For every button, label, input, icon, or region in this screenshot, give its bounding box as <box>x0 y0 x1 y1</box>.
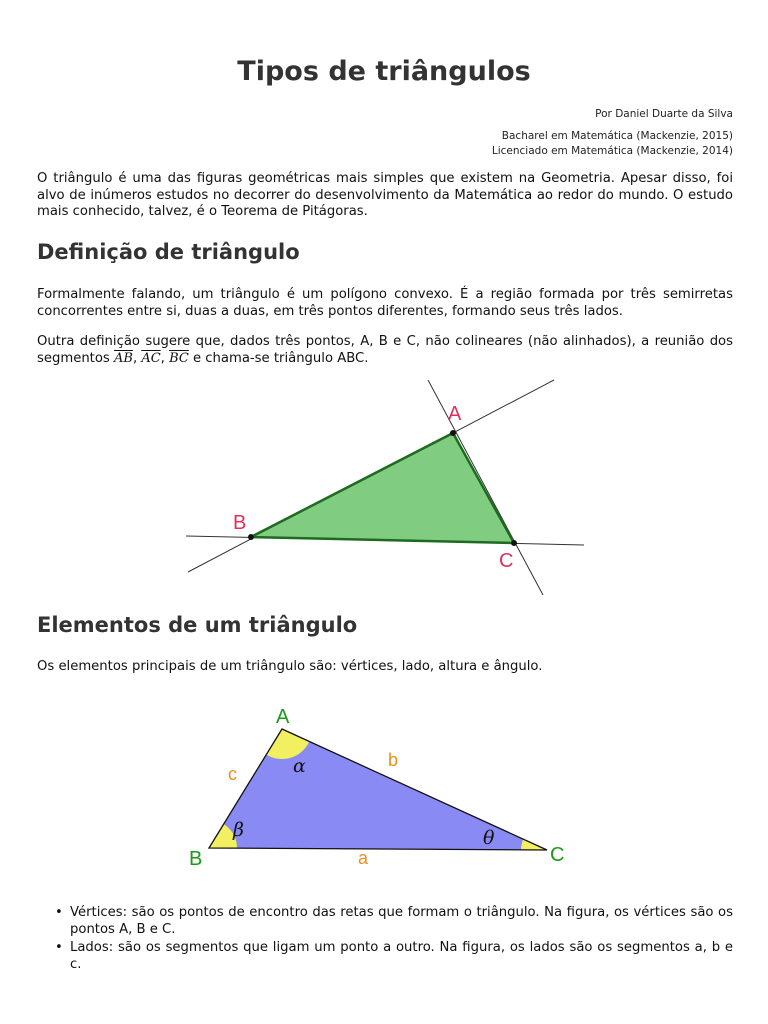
vertex-c-label: C <box>550 844 565 866</box>
triangle-definition-figure <box>180 375 590 600</box>
side-a-label: a <box>358 848 369 868</box>
page-title: Tipos de triângulos <box>237 56 531 87</box>
triangle-elements-figure <box>185 700 575 875</box>
label-a: A <box>448 403 462 425</box>
definition-paragraph-1: Formalmente falando, um triângulo é um polígono convexo. É a região formada por três semirretas concorrentes entre si, duas a duas, em três pontos diferentes, formando seus três lados. <box>37 287 733 319</box>
degree-line-2: Licenciado em Matemática (Mackenzie, 2014) <box>491 145 733 157</box>
angle-alpha-label: α <box>293 755 306 777</box>
segment-bc: $\overline{BC}$ <box>169 350 189 366</box>
point-a <box>450 430 456 436</box>
label-c: C <box>499 550 514 572</box>
segment-ab: $\overline{AB}$ <box>113 350 133 366</box>
author-line: Por Daniel Duarte da Silva <box>595 108 733 120</box>
side-c-label: c <box>228 764 237 784</box>
point-c <box>511 540 517 546</box>
angle-beta-label: β <box>233 819 244 841</box>
triangle-abc <box>251 433 514 543</box>
separator: , <box>160 350 170 366</box>
point-b <box>248 534 254 540</box>
vertex-a-label: A <box>276 706 290 728</box>
list-item: • Lados: são os segmentos que ligam um ponto a outro. Na figura, os lados são os segmentos a, b e c. <box>37 940 733 973</box>
elements-list <box>37 905 733 975</box>
side-b-label: b <box>388 750 399 770</box>
section-heading-definition: Definição de triângulo <box>37 240 300 264</box>
definition-text-end: e chama-se triângulo ABC. <box>188 350 369 366</box>
vertex-b-label: B <box>189 848 203 870</box>
definition-text-start: Outra definição sugere que, dados três pontos, A, B e C, não colineares (não alinhados), a reunião dos segmentos <box>37 334 733 366</box>
label-b: B <box>233 512 247 534</box>
list-item: • Vértices: são os pontos de encontro das retas que formam o triângulo. Na figura, os vértices são os pontos A, B e C. <box>37 905 733 938</box>
triangle-abc-elements <box>209 729 547 850</box>
segment-ac: $\overline{AC}$ <box>141 350 161 366</box>
angle-theta-label: θ <box>483 827 495 849</box>
section-heading-elements: Elementos de um triângulo <box>37 613 358 637</box>
degree-line-1: Bacharel em Matemática (Mackenzie, 2015) <box>501 130 733 142</box>
intro-paragraph: O triângulo é uma das figuras geométricas mais simples que existem na Geometria. Apesar disso, foi alvo de inúmeros estudos no decorrer do desenvolvimento da Matemática ao redor do mundo. O estudo mais conhecido, talvez, é o Teorema de Pitágoras. <box>37 171 733 219</box>
definition-paragraph-2 <box>37 334 733 367</box>
separator: , <box>132 350 142 366</box>
elements-paragraph: Os elementos principais de um triângulo são: vértices, lado, altura e ângulo. <box>37 659 543 674</box>
